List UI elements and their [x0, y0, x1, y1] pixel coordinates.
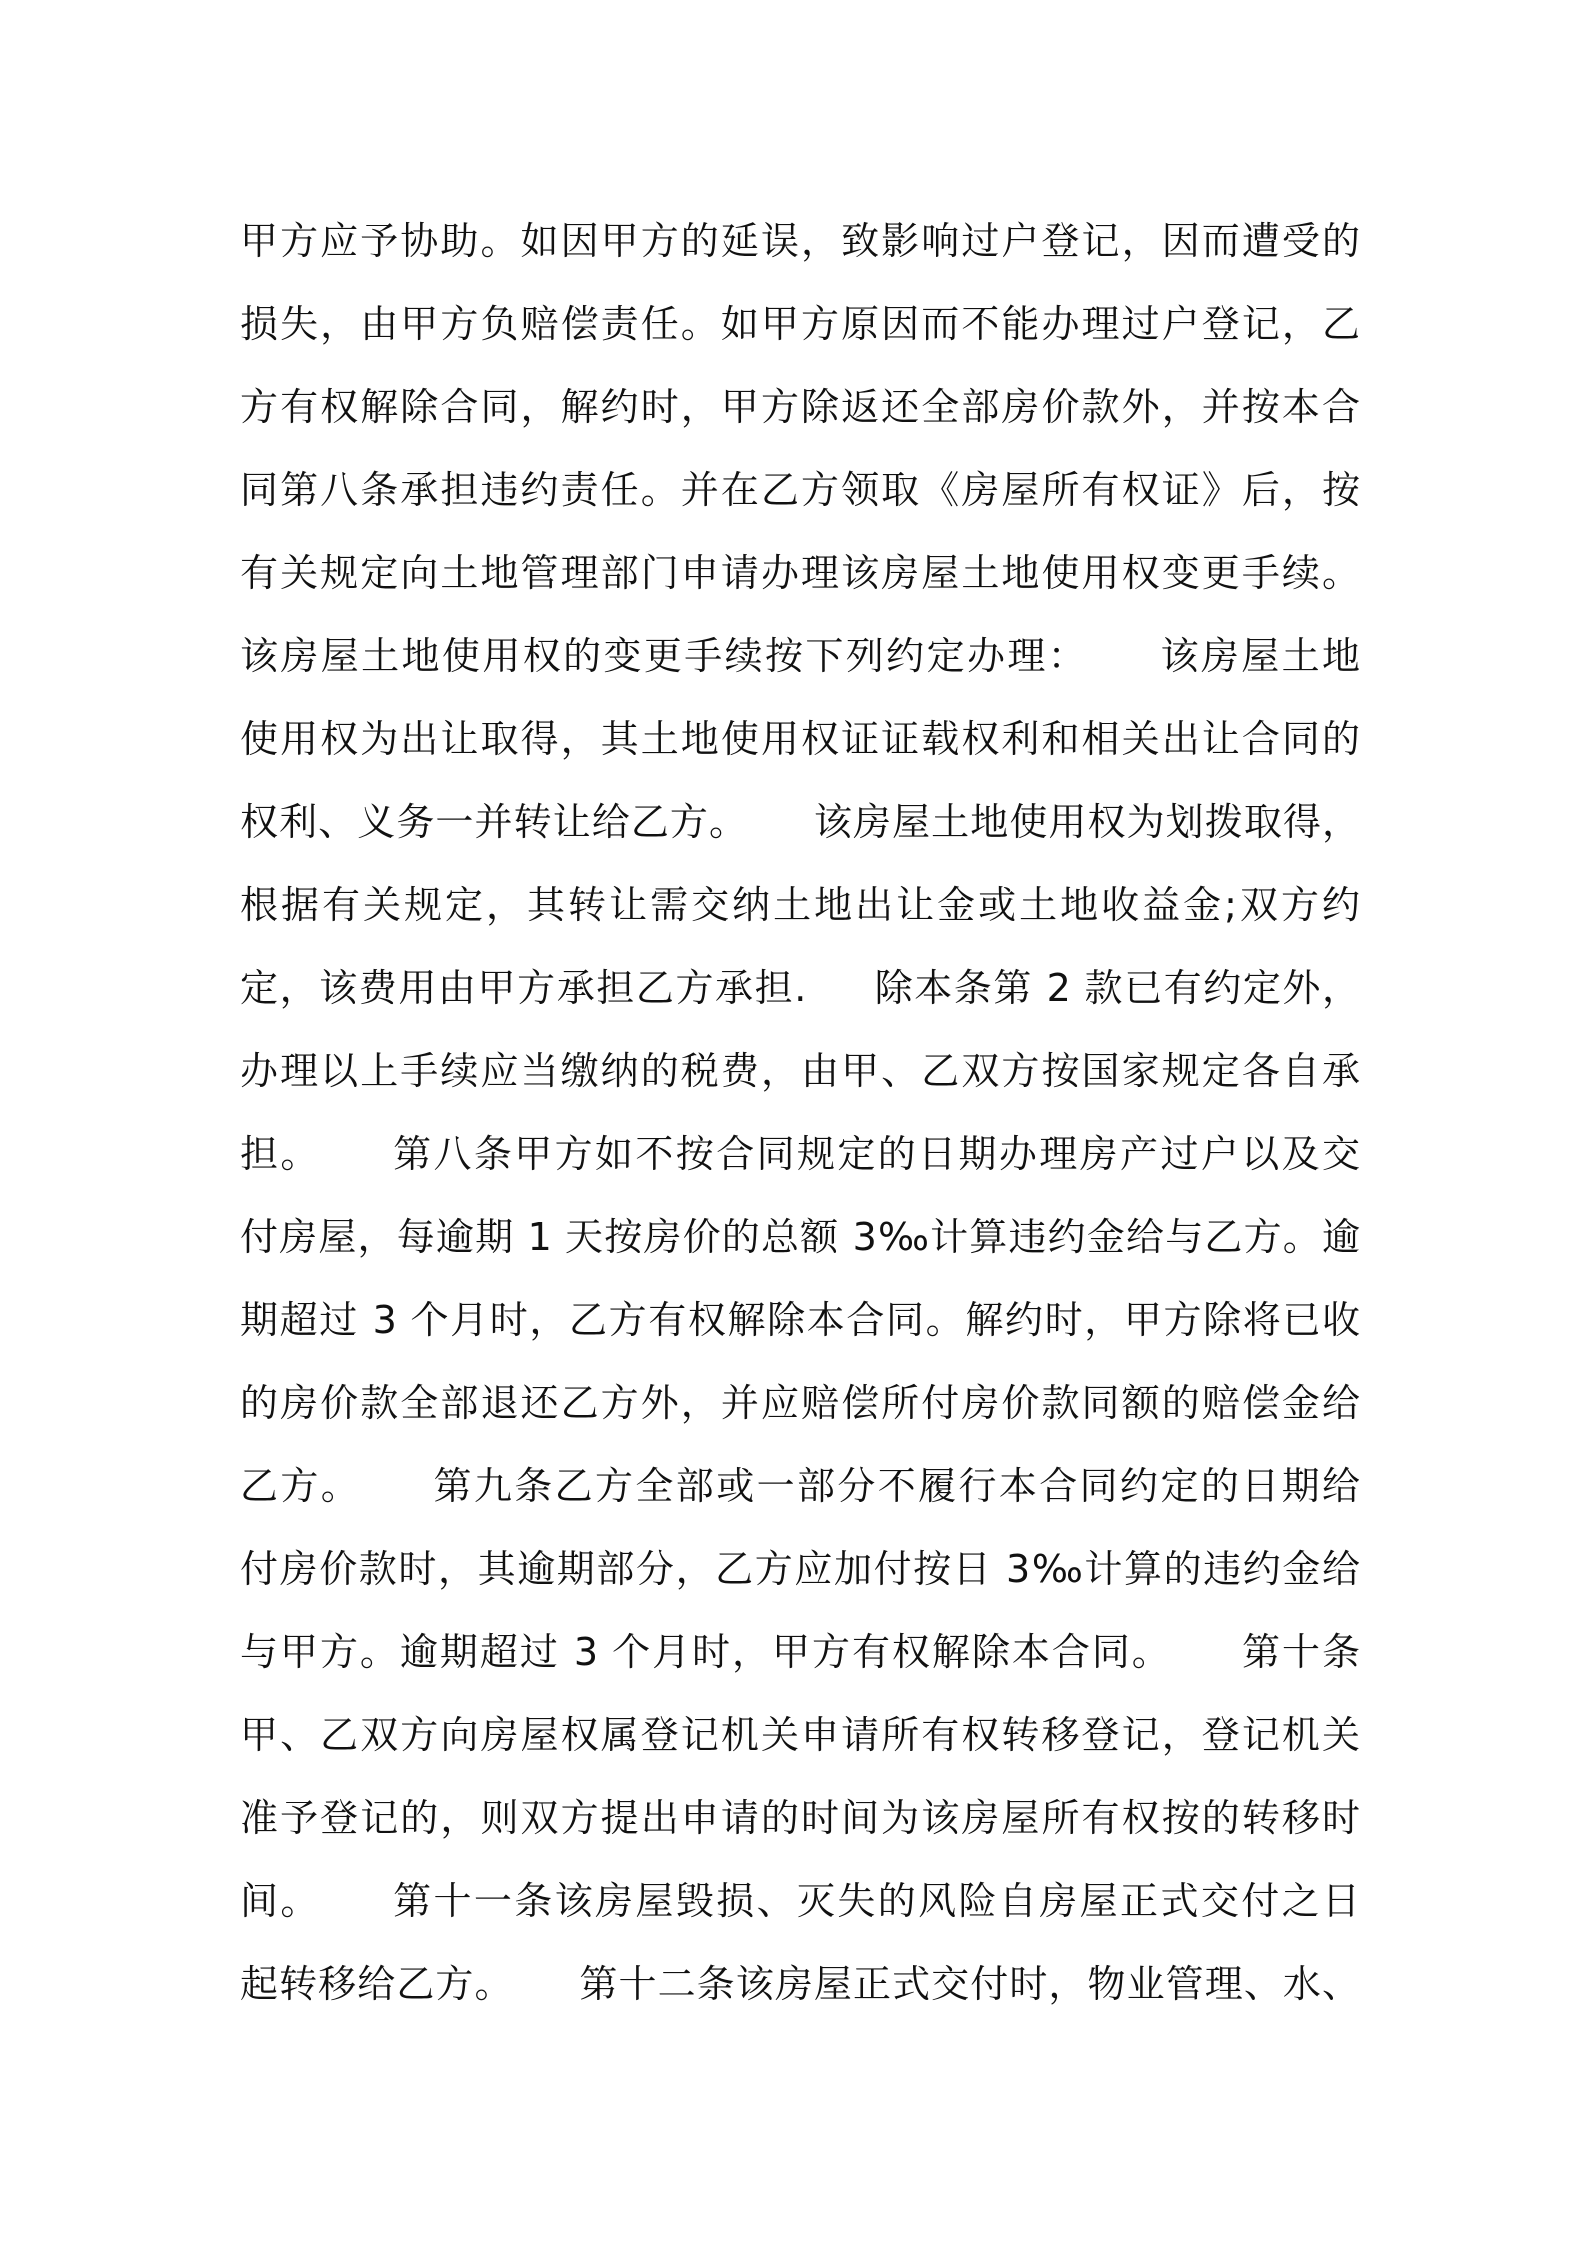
text-line: 定，该费用由甲方承担乙方承担. 除本条第 2 款已有约定外，: [240, 966, 1360, 1010]
text-line: 损失，由甲方负赔偿责任。如甲方原因而不能办理过户登记，乙: [240, 302, 1360, 346]
text-line: 间。 第十一条该房屋毁损、灭失的风险自房屋正式交付之日: [240, 1879, 1360, 1923]
text-line: 付房价款时，其逾期部分，乙方应加付按日 3‰计算的违约金给: [240, 1547, 1360, 1591]
document-body: [240, 200, 1360, 2026]
text-line: 甲、乙双方向房屋权属登记机关申请所有权转移登记，登记机关: [240, 1713, 1360, 1757]
text-line: 该房屋土地使用权的变更手续按下列约定办理： 该房屋土地: [240, 634, 1360, 678]
text-line: 与甲方。逾期超过 3 个月时，甲方有权解除本合同。 第十条: [240, 1630, 1360, 1674]
text-line: 起转移给乙方。 第十二条该房屋正式交付时，物业管理、水、: [240, 1962, 1360, 2006]
text-line: 使用权为出让取得，其土地使用权证证载权利和相关出让合同的: [240, 717, 1360, 761]
text-line: 担。 第八条甲方如不按合同规定的日期办理房产过户以及交: [240, 1132, 1360, 1176]
text-line: 方有权解除合同，解约时，甲方除返还全部房价款外，并按本合: [240, 385, 1360, 429]
text-line: 权利、义务一并转让给乙方。 该房屋土地使用权为划拨取得，: [240, 800, 1360, 844]
text-line: 有关规定向土地管理部门申请办理该房屋土地使用权变更手续。: [240, 551, 1360, 595]
text-line: 根据有关规定，其转让需交纳土地出让金或土地收益金;双方约: [240, 883, 1360, 927]
text-line: 甲方应予协助。如因甲方的延误，致影响过户登记，因而遭受的: [240, 219, 1360, 263]
text-line: 同第八条承担违约责任。并在乙方领取《房屋所有权证》后，按: [240, 468, 1360, 512]
text-line: 办理以上手续应当缴纳的税费，由甲、乙双方按国家规定各自承: [240, 1049, 1360, 1093]
text-line: 期超过 3 个月时，乙方有权解除本合同。解约时，甲方除将已收: [240, 1298, 1360, 1342]
text-line: 的房价款全部退还乙方外，并应赔偿所付房价款同额的赔偿金给: [240, 1381, 1360, 1425]
text-line: 付房屋，每逾期 1 天按房价的总额 3‰计算违约金给与乙方。逾: [240, 1215, 1360, 1259]
text-line: 乙方。 第九条乙方全部或一部分不履行本合同约定的日期给: [240, 1464, 1360, 1508]
text-line: 准予登记的，则双方提出申请的时间为该房屋所有权按的转移时: [240, 1796, 1360, 1840]
